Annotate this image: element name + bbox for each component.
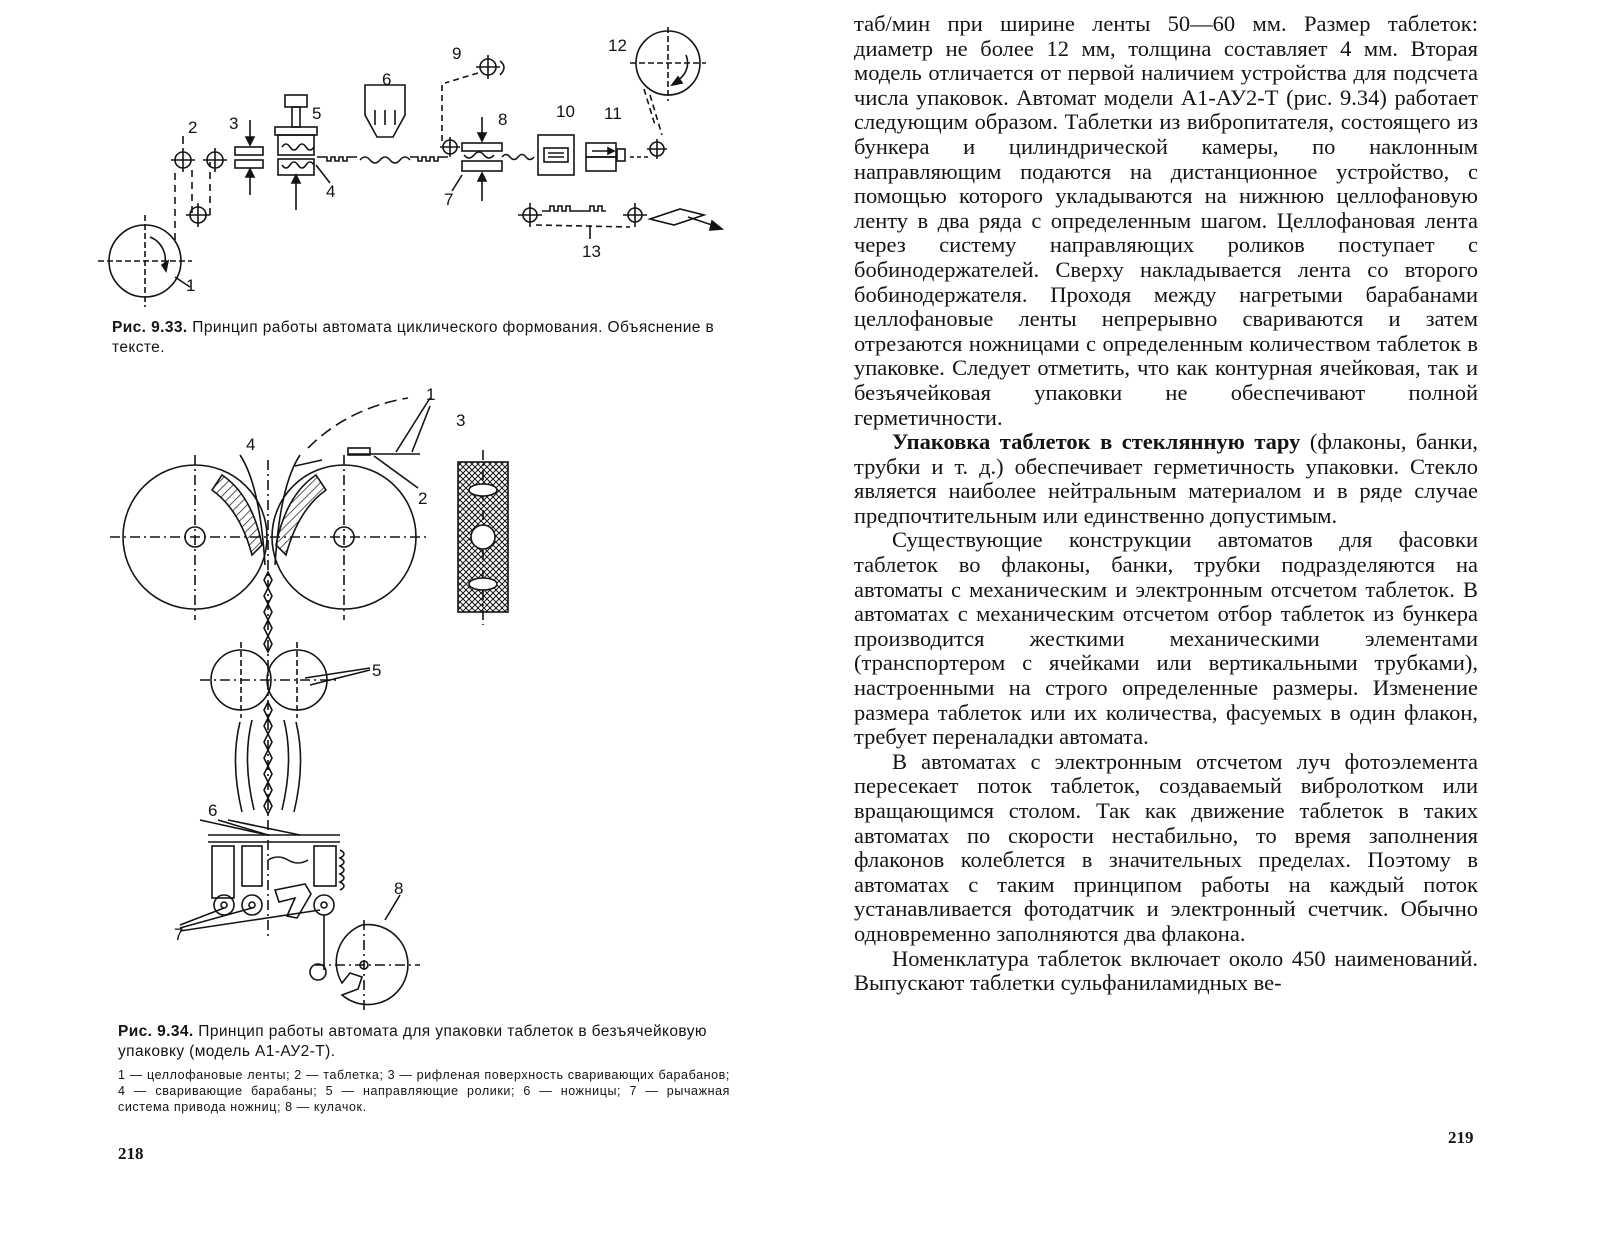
fig934-label-7: 7 (174, 925, 184, 944)
left-page-number: 218 (118, 1144, 144, 1163)
paragraph-5 (854, 947, 1478, 996)
fig934-label-4: 4 (246, 435, 256, 454)
paragraph-3 (854, 528, 1478, 749)
fig934-label-1: 1 (426, 385, 436, 404)
paragraph-2-text: (флаконы, банки, трубки и т. д.) обеспечивает герметичность упаковки. Стекло является наиболее нейтральным материалом и в ряде случае предпочтительным или единственно допустимым. (854, 429, 1478, 528)
figure-9-34-legend: 1 — целлофановые ленты; 2 — таблетка; 3 — рифленая поверхность сваривающих барабанов; 4 — сваривающие барабаны; 5 — направляющие ролики; 6 — ножницы; 7 — рычажная система привода ножниц; 8 — кулачок. (118, 1068, 730, 1114)
paragraph-2 (854, 430, 1478, 528)
paragraph-3-text: Существующие конструкции автоматов для фасовки таблеток во флаконы, банки, трубки подразделяются на автоматы с механическим и электронным отсчетом таблеток. В автоматах с механическим отсчетом отбор таблеток из бункера производится жесткими механическими элементами (транспортером с ячейками или вертикальными трубками), настроенными на строго определенные размеры. Изменение размера таблеток или их количества, фасуемых в один флакон, требует переналадки автомата. (854, 527, 1478, 750)
paragraph-1-text: таб/мин при ширине ленты 50—60 мм. Размер таблеток: диаметр не более 12 мм, толщина составляет 4 мм. Вторая модель отличается от первой наличием устройства для подсчета числа упаковок. Автомат модели А1-АУ2-Т (рис. 9.34) работает следующим образом. Таблетки из вибропитателя, состоящего из бункера и цилиндрической камеры, по наклонным направляющим подаются на дистанционное устройство, с помощью которого укладываются на нижнюю целлофановую ленту в два ряда с определенным шагом. Целлофановая лента через систему направляющих роликов поступает с бобинодержателей. Сверху накладывается лента со второго бобинодержателя. Проходя между нагретыми барабанами целлофановые ленты непрерывно свариваются и затем отрезаются ножницами с определенным количеством таблеток в упаковке. Следует отметить, что как контурная ячейковая, так и безъячейковая упаковки не обеспечивают полной герметичности. (854, 11, 1478, 430)
section-heading: Упаковка таблеток в стеклянную тару (892, 429, 1301, 455)
figure-9-34-caption (118, 1022, 730, 1062)
paragraph-4 (854, 750, 1478, 947)
caption-934-text: Принцип работы автомата для упаковки таблеток в безъячейковую упаковку (модель А1-АУ2-Т). (118, 1023, 707, 1060)
body-text (854, 12, 1478, 996)
fig933-label-2: 2 (188, 118, 198, 137)
fig933-label-13: 13 (582, 242, 601, 261)
paragraph-1 (854, 12, 1478, 430)
right-page-number: 219 (1448, 1128, 1474, 1147)
fig933-label-5: 5 (312, 104, 322, 123)
caption-933-text: Принцип работы автомата циклического формования. Объяснение в тексте. (112, 319, 715, 356)
fig933-label-6: 6 (382, 70, 392, 89)
paragraph-4-text: В автоматах с электронным отсчетом луч фотоэлемента пересекает поток таблеток, создаваемый вибролотком или вращающимся столом. Так как движение таблеток в таких автоматах по скорости нестабильно, то время заполнения флаконов колеблется в значительных пределах. Поэтому в автоматах с таким принципом работы на каждый поток устанавливается фотодатчик и электронный счетчик. Обычно одновременно заполняются два флакона. (854, 748, 1478, 946)
fig934-label-8: 8 (394, 879, 404, 898)
fig934-label-3: 3 (456, 411, 466, 430)
fig933-label-12: 12 (608, 36, 627, 55)
paragraph-5-text: Номенклатура таблеток включает около 450 наименований. Выпускают таблетки сульфаниламидных ве- (854, 945, 1478, 996)
caption-933-label: Рис. 9.33. (112, 319, 188, 336)
fig933-label-4: 4 (326, 182, 336, 201)
fig934-label-6: 6 (208, 801, 218, 820)
figure-9-33 (90, 25, 770, 310)
figure-9-33-caption (112, 318, 730, 358)
fig933-label-9: 9 (452, 44, 462, 63)
fig933-label-11: 11 (604, 104, 622, 123)
fig933-label-10: 10 (556, 102, 575, 121)
left-page (0, 0, 790, 1251)
fig933-label-3: 3 (229, 114, 239, 133)
fig933-label-1: 1 (186, 276, 196, 295)
fig933-label-7: 7 (444, 190, 454, 209)
fig934-label-5: 5 (372, 661, 382, 680)
caption-934-label: Рис. 9.34. (118, 1023, 194, 1040)
figure-9-34 (100, 380, 560, 1010)
fig933-label-8: 8 (498, 110, 508, 129)
fig934-label-2: 2 (418, 489, 428, 508)
right-page (800, 0, 1601, 1251)
